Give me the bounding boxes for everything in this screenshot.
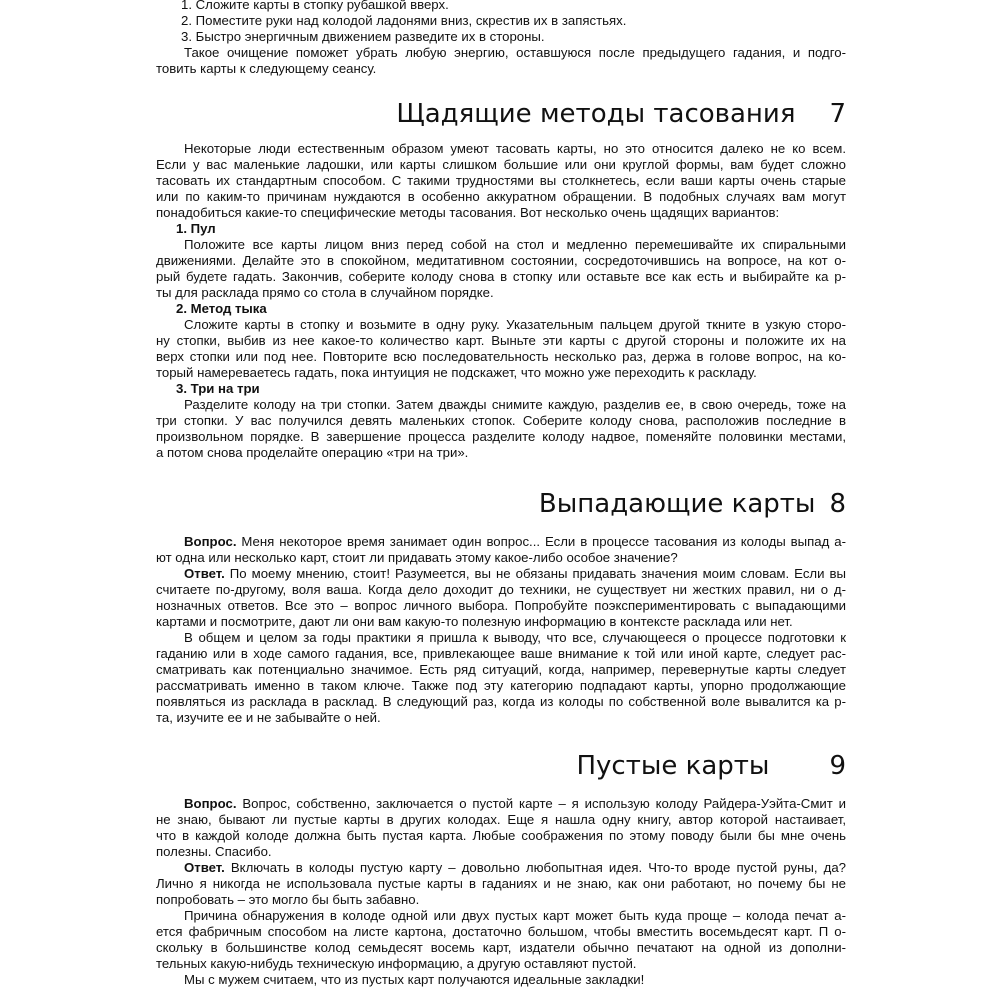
method-heading: 3. Три на три	[176, 381, 260, 396]
answer-text: Включать в колоды пустую карту – довольно любопытная идея. Что-то вроде пустой руны, да?	[224, 860, 846, 875]
paragraph-line: торый намереваетесь гадать, пока интуиция не подскажет, что можно уже переходить к раскладу.	[156, 365, 757, 380]
paragraph-line: та, изучите ее и не забывайте о ней.	[156, 710, 381, 725]
answer-text: По моему мнению, стоит! Разумеется, вы не обязаны придавать значения моим словам. Если вы	[224, 566, 846, 581]
paragraph-line: полезны. Спасибо.	[156, 844, 272, 859]
paragraph-line: попробовать – это могло бы быть забавно.	[156, 892, 420, 907]
answer-label: Ответ.	[184, 860, 225, 875]
section-title: Выпадающие карты	[538, 489, 816, 519]
paragraph-line: Такое очищение поможет убрать любую энергию, оставшуюся после предыдущего гадания, и подго-	[184, 45, 846, 60]
section-8-body	[156, 534, 846, 726]
paragraph-line: три стопки. У вас получился девять маленьких стопок. Соберите колоду снова, расположив последние в	[156, 413, 846, 428]
section-title: Пустые карты	[576, 751, 770, 781]
method-heading: 1. Пул	[176, 221, 216, 236]
paragraph-line	[156, 860, 846, 876]
paragraph-line: тасовать их стандартным способом. С такими трудностями вы столкнетесь, если ваши карты очень старые	[156, 173, 846, 188]
paragraph-line: тельных какую-нибудь техническую информацию, а другую оставляют пустой.	[156, 956, 637, 971]
paragraph-line: произвольном порядке. В завершение процесса разделите колоду надвое, поменяйте половинки местами,	[156, 429, 846, 444]
paragraph-line: движениями. Делайте это в спокойном, медитативном состоянии, сосредоточившись на вопросе, на кот о-	[156, 253, 846, 268]
section-heading-8	[539, 488, 846, 520]
section-number: 8	[829, 489, 846, 519]
paragraph-line: гаданию или в ходе самого гадания, все, привлекающее ваше внимание к той или иной карте, следует рас-	[156, 646, 846, 661]
section-number: 7	[829, 99, 846, 129]
paragraph-line: а потом снова проделайте операцию «три на три».	[156, 445, 469, 460]
paragraph-line: понадобиться какие-то специфические методы тасования. Вот несколько очень щадящих вариантов:	[156, 205, 780, 220]
paragraph-line	[156, 796, 846, 812]
paragraph-line: Положите все карты лицом вниз перед собой на стол и медленно перемешивайте их спиральными	[184, 237, 846, 252]
paragraph-line: или по каким-то причинам нуждаются в особенно аккуратном обращении. В подобных случаях вам могут	[156, 189, 846, 204]
paragraph-line: рассматривать именно в таком ключе. Также под эту категорию подпадают карты, упорно продолжающие	[156, 678, 846, 693]
section-title: Щадящие методы тасования	[396, 99, 796, 129]
paragraph-line: скольку в большинстве колод семьдесят восемь карт, издатели обычно печатают на одной из дополни-	[156, 940, 846, 955]
intro-block	[156, 0, 846, 77]
paragraph-line	[156, 534, 846, 550]
section-number: 9	[829, 751, 846, 781]
list-item: 2. Поместите руки над колодой ладонями вниз, скрестив их в запястьях.	[181, 13, 627, 28]
paragraph-line: ется фабричным способом на листе картона, достаточно большом, чтобы вместить восемьдесят карт. П о-	[156, 924, 846, 939]
paragraph-line	[156, 566, 846, 582]
paragraph-line: Причина обнаружения в колоде одной или двух пустых карт может быть куда проще – колода печат а-	[184, 908, 846, 923]
paragraph-line: Если у вас маленькие ладошки, или карты слишком большие или они круглой формы, вам будет сложно	[156, 157, 846, 172]
paragraph-line: товить карты к следующему сеансу.	[156, 61, 377, 76]
paragraph-line: ют одна или несколько карт, стоит ли придавать этому какое-либо особое значение?	[156, 550, 678, 565]
paragraph-line: рый будете гадать. Закончив, соберите колоду снова в стопку или оставьте все как есть и выбирайте ка р-	[156, 269, 846, 284]
question-label: Вопрос.	[184, 534, 237, 549]
paragraph-line: верх стопки или под нее. Повторите всю последовательность несколько раз, держа в голове вопрос, на ко-	[156, 349, 846, 364]
paragraph-line: картами и посмотрите, дают ли они вам какую-то полезную информацию в контексте расклада или нет.	[156, 614, 793, 629]
paragraph-line: не знаю, бывают ли пустые карты в других колодах. Еще я нашла одну книгу, автор которой настаивает,	[156, 812, 846, 827]
section-7-body	[156, 141, 846, 461]
paragraph-line: В общем и целом за годы практики я пришла к выводу, что все, случающееся о процессе подготовки к	[184, 630, 846, 645]
paragraph-line: Некоторые люди естественным образом умеют тасовать карты, но это относится далеко не ко всем.	[184, 141, 846, 156]
section-heading-7	[396, 98, 846, 130]
section-heading-9	[576, 750, 846, 782]
paragraph-line: сматривать как потенциально значимое. Есть ряд ситуаций, когда, например, перевернутые карты следует	[156, 662, 846, 677]
paragraph-line: Лично я никогда не использовала пустые карты в гаданиях и не знаю, как они работают, но почему бы не	[156, 876, 846, 891]
answer-label: Ответ.	[184, 566, 225, 581]
list-item: 3. Быстро энергичным движением разведите их в стороны.	[181, 29, 545, 44]
paragraph-line: Сложите карты в стопку и возьмите в одну руку. Указательным пальцем другой ткните в узкую сторо-	[184, 317, 846, 332]
question-text: Меня некоторое время занимает один вопрос... Если в процессе тасования из колоды выпад а-	[236, 534, 846, 549]
paragraph-line: ну стопки, выбив из нее какое-то количество карт. Выньте эти карты с другой стороны и положите их на	[156, 333, 846, 348]
method-heading: 2. Метод тыка	[176, 301, 267, 316]
paragraph-line: считаете по-другому, воля ваша. Когда дело доходит до техники, не существует ни жестких правил, ни о д-	[156, 582, 846, 597]
paragraph-line: ты для расклада прямо со стола в случайном порядке.	[156, 285, 494, 300]
question-text: Вопрос, собственно, заключается о пустой карте – я использую колоду Райдера-Уэйта-Смит и	[236, 796, 846, 811]
question-label: Вопрос.	[184, 796, 237, 811]
paragraph-line: нозначных ответов. Все это – вопрос личного выбора. Попробуйте поэкспериментировать с выпадающими	[156, 598, 846, 613]
section-9-body	[156, 796, 846, 988]
paragraph-line: появляться из расклада в расклад. В следующий раз, когда из колоды по собственной воле вывалится ка р-	[156, 694, 846, 709]
paragraph-line: что в каждой колоде должна быть пустая карта. Любые соображения по этому поводу были бы мне очень	[156, 828, 846, 843]
paragraph-line: Разделите колоду на три стопки. Затем дважды снимите каждую, разделив ее, в свою очередь, тоже на	[184, 397, 846, 412]
list-item: 1. Сложите карты в стопку рубашкой вверх.	[181, 0, 449, 12]
paragraph-line: Мы с мужем считаем, что из пустых карт получаются идеальные закладки!	[184, 972, 645, 987]
